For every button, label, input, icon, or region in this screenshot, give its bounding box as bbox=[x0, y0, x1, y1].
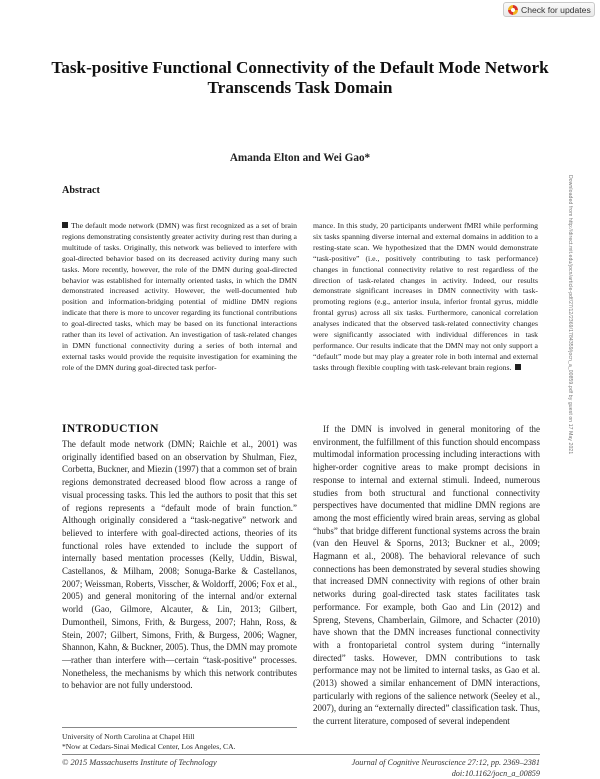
abstract-left-text: The default mode network (DMN) was first recognized as a set of brain regions demonstrating consistently greater activity during rest than during a multitude of tasks. Originally, this network was believed to interfere with goal-directed behavior based on its decreased activity during many such tasks. More recently, however, the role of the DMN during goal-directed behavior was established for internally oriented tasks, in which the DMN demonstrated increased activity. However, the well-documented hub position and information-bridging potential of midline DMN regions indicate that there is more to uncover regarding its functional contributions to goal-directed tasks, which may be based on its functional interactions rather than its level of activation. An investigation of task-related changes in DMN functional connectivity during a series of both internal and external tasks would provide the requisite investigation for examining the role of the DMN during goal-directed task perfor- bbox=[62, 221, 297, 372]
abstract-end-square-icon bbox=[515, 364, 521, 370]
article-authors: Amanda Elton and Wei Gao* bbox=[229, 152, 371, 164]
check-for-updates-label: Check for updates bbox=[521, 4, 591, 15]
affiliation-line-2: *Now at Cedars-Sinai Medical Center, Los Angeles, CA. bbox=[62, 742, 236, 752]
abstract-heading: Abstract bbox=[62, 185, 100, 196]
introduction-heading: INTRODUCTION bbox=[62, 423, 159, 435]
crossmark-icon bbox=[508, 5, 518, 15]
abstract-start-square-icon bbox=[62, 222, 68, 228]
download-sidebar bbox=[565, 175, 575, 755]
affiliations bbox=[62, 732, 297, 753]
footer-journal: Journal of Cognitive Neuroscience 27:12, pp. 2369–2381 bbox=[351, 758, 540, 767]
abstract-right-text: mance. In this study, 20 participants underwent fMRI while performing six tasks spanning diverse internal and external domains in addition to a resting-state scan. We hypothesized that the DMN would demonstrate “task-positive” (i.e., positively contributing to task performance) changes in functional connectivity relative to rest regardless of the direction of task-related changes in activity. Indeed, our results demonstrate significant increases in DMN connectivity with task-promoting regions (e.g., anterior insula, inferior frontal gyrus, middle frontal gyrus) across all six tasks. Furthermore, canonical correlation analyses indicated that the observed task-related connectivity changes were significantly associated with individual differences in task performance. Our results indicate that the DMN may not only support a “default” mode but may play a greater role in both internal and external tasks through flexible coupling with task-relevant brain regions. bbox=[313, 221, 538, 372]
footnote-divider bbox=[62, 727, 297, 728]
introduction-right-column bbox=[313, 423, 540, 728]
footer-copyright: © 2015 Massachusetts Institute of Technology bbox=[62, 758, 217, 767]
abstract-right-column bbox=[313, 221, 538, 374]
introduction-right-text: If the DMN is involved in general monitoring of the environment, the fulfillment of this function should encompass multimodal information processing including interactions with higher-order cognitive areas to make prompt decisions in response to internal and external stimuli. Indeed, numerous studies from both structural and functional connectivity perspectives have documented that midline DMN regions are among the most efficiently wired brain areas, serving as global “hubs” that bridge different functional systems across the brain (van den Heuvel & Sporns, 2013; Buckner et al., 2009; Hagmann et al., 2008). The behavioral relevance of such connections has been demonstrated by several studies showing that increased DMN connectivity with regions of other brain networks during goal-directed task states facilitates task performance. For example, both Gao and Lin (2012) and Spreng, Stevens, Chamberlain, Gilmore, and Schacter (2010) have shown that the DMN increases functional connectivity with a frontoparietal control system during “internally directed” tasks. However, DMN contributions to task performance may not be limited to internal tasks, as Gao et al. (2013) showed a similar enhancement of DMN interactions, particularly with regions of the salience network (Seeley et al., 2007), during an “externally directed” classification task. Thus, the current literature, composed of several independent bbox=[313, 424, 540, 727]
abstract-left-column bbox=[62, 221, 297, 374]
check-for-updates-button[interactable] bbox=[503, 2, 595, 17]
affiliation-line-1: University of North Carolina at Chapel Hill bbox=[62, 732, 195, 741]
footer-doi: doi:10.1162/jocn_a_00859 bbox=[451, 768, 540, 778]
footer-divider bbox=[62, 754, 540, 755]
article-title: Task-positive Functional Connectivity of the Default Mode Network Transcends Task Domain bbox=[51, 58, 549, 97]
introduction-left-column bbox=[62, 438, 297, 692]
download-note: Downloaded from http://direct.mit.edu/jocn/article-pdf/27/12/2369/1784359/jocn_a_00859.pdf by guest on 17 May 2021 bbox=[567, 175, 573, 455]
introduction-left-text: The default mode network (DMN; Raichle et al., 2001) was originally identified based on an observation by Shulman, Fiez, Corbetta, Buckner, and Miezin (1997) that a common set of brain regions demonstrated decreased blood flow across a range of visual processing tasks. This led the authors to posit that this set of regions represents a “default mode of brain function.” Although originally considered a “task-negative” network and believed to interfere with goal-directed actions, theories of its functional roles have extended to include the support of internally based mentation processes (Kelly, Uddin, Biswal, Castellanos, & Milham, 2008; Sonuga-Barke & Castellanos, 2007; Weissman, Roberts, Visscher, & Woldorff, 2006; Fox et al., 2005) and general monitoring of the internal and/or external world (Gao, Gilmore, Alcauter, & Lin, 2013; Gilbert, Dumontheil, Simons, Frith, & Burgess, 2007; Hahn, Ross, & Stein, 2007; Gilbert, Simons, Frith, & Burgess, 2006; Wagner, Shannon, Kahn, & Buckner, 2005). Thus, the DMN may promote—rather than interfere with—certain “task-positive” processes. Nonetheless, the mechanisms by which this network contributes to behavior are not fully understood. bbox=[62, 439, 297, 691]
